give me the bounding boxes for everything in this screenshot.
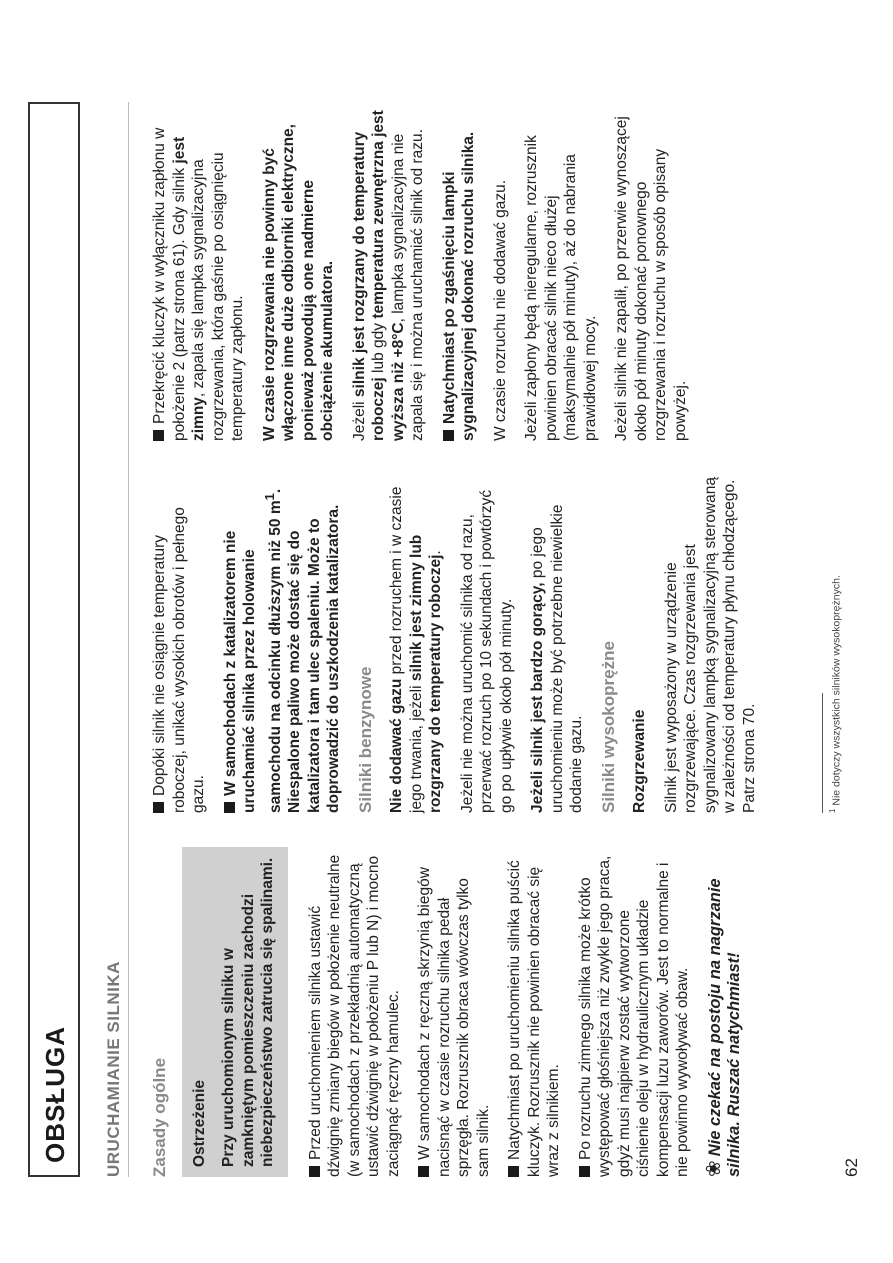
bullet-square-icon — [224, 802, 235, 813]
warning-box — [182, 847, 288, 1177]
subheading-general-rules: Zasady ogólne — [150, 1057, 169, 1177]
section-heading: URUCHAMIANIE SILNIKA — [104, 961, 123, 1177]
warning-text: Przy uruchomionym silniku w zamkniętym pomieszczeniu zachodzi niebezpieczeństwo zatrucia się spalinami. — [220, 857, 276, 1167]
paragraph: Silnik jest wyposażony w urządzenie rozgrzewające. Czas rozgrzewania jest sygnalizowany lampką sygnalizacyjną sterowaną w zależności od temperatury płynu chłodzącego. Patrz strona 70. — [662, 476, 758, 813]
footnote-ref: 1 — [261, 493, 277, 501]
page-number: 62 — [842, 1158, 861, 1177]
footnote-divider — [822, 693, 823, 813]
column-3 — [150, 101, 702, 441]
environment-flower-icon: ❀ — [702, 1160, 725, 1177]
bullet-square-icon — [153, 430, 164, 441]
bullet-square-icon — [443, 430, 454, 441]
bullet-square-icon — [418, 1166, 429, 1177]
paragraph: Po rozruchu zimnego silnika może krótko występować głośniejsza niż zwykle jego praca, gdyż musi najpierw zostać wytworzone ciśnienie oleju w hydraulicznym układzie kompensacji luzu zaworów. Jest to normalne i nie powinno wywoływać obaw. — [576, 855, 691, 1177]
bullet-square-icon — [579, 1166, 590, 1177]
paragraph: Jeżeli silnik jest rozgrzany do temperatury roboczej lub gdy temperatura zewnętrzna jest wyższa niż +8°C, lampka sygnalizacyjna nie zapala się i można uruchamiać silnik od razu. — [350, 110, 426, 441]
paragraph: Jeżeli zapłony będą nieregularne, rozrusznik powinien obracać silnik nieco dłużej (maksymalnie pół minuty), aż do nabrania prawidłowej mocy. — [523, 135, 599, 441]
paragraph: Jeżeli nie można uruchomić silnika od razu, przerwać rozruch po 10 sekundach i powtórzyć go po upływie około pół minuty. — [458, 489, 515, 813]
bullet-square-icon — [309, 1166, 320, 1177]
column-2 — [150, 473, 771, 813]
eco-note: ❀Nie czekać na postoju na nagrzanie silnika. Ruszać natychmiast! — [702, 878, 743, 1177]
subheading-diesel: Silniki wysokoprężne — [598, 641, 618, 813]
bullet-square-icon — [153, 802, 164, 813]
subheading-preheating: Rozgrzewanie — [631, 709, 649, 813]
paragraph: W czasie rozruchu nie dodawać gazu. — [491, 179, 509, 441]
page-title: OBSŁUGA — [40, 1026, 70, 1163]
column-1 — [150, 847, 757, 1177]
bullet-square-icon — [508, 1166, 519, 1177]
paragraph-catalyst: W samochodach z katalizatorem nie uruchamiać silnika przez holowanie samochodu na odcinku dłuższym niż 50 $m^1$. Niespalone paliwo może dostać się do katalizatora i tam ulec spaleniu. Może to doprowadzić do uszkodzenia katalizatora. — [221, 488, 343, 813]
paragraph: Natychmiast po uruchomieniu silnika puścić kluczyk. Rozrusznik nie powinien obracać się wraz z silnikiem. — [506, 860, 562, 1177]
paragraph: Przekręcić kluczyk w wyłączniku zapłonu w położenie 2 (patrz strona 61). Gdy silnik jest zimny, zapala się lampka sygnalizacyjna rozgrzewania, która gaśnie po osiągnięciu temperatury zapłonu. — [151, 127, 246, 441]
paragraph: Jeżeli silnik jest bardzo gorący, po jego uruchomieniu może być potrzebne niewielkie dodanie gazu. — [529, 504, 586, 813]
footnote: $^1$ Nie dotyczy wszystkich silników wysokoprężnych. — [828, 575, 843, 813]
paragraph: Nie dodawać gazu przed rozruchem i w czasie jego trwania, jeżeli silnik jest zimny lub rozgrzany do temperatury roboczej. — [388, 486, 445, 813]
warning-title: Ostrzeżenie — [190, 1079, 208, 1167]
paragraph: Dopóki silnik nie osiągnie temperatury roboczej, unikać wysokich obrotów i pełnego gazu. — [151, 507, 207, 813]
subheading-petrol: Silniki benzynowe — [355, 666, 375, 813]
paragraph: Przed uruchomieniem silnika ustawić dźwignię zmiany biegów w położenie neutralne (w samochodach z przekładnią automatyczną ustawić dźwignię w położeniu P lub N) i mocno zaciągnąć ręczny hamulec. — [306, 854, 402, 1177]
paragraph: W czasie rozgrzewania nie powinny być włączone inne duże odbiorniki elektryczne, ponieważ powodują one nadmierne obciążenie akumulatora. — [260, 124, 336, 441]
section-divider — [128, 102, 129, 1177]
paragraph: W samochodach z ręczną skrzynią biegów nacisnąć w czasie rozruchu silnika pedał sprzęgła. Rozrusznik obraca wówczas tylko sam silnik. — [416, 867, 492, 1177]
paragraph: Natychmiast po zgaśnięciu lampki sygnalizacyjnej dokonać rozruchu silnika. — [440, 131, 477, 441]
header-box — [28, 102, 80, 1177]
paragraph: Jeżeli silnik nie zapalił, po przerwie wynoszącej około pół minuty dokonać ponownego rozgrzewania i rozruchu w sposób opisany powyżej. — [613, 116, 689, 441]
